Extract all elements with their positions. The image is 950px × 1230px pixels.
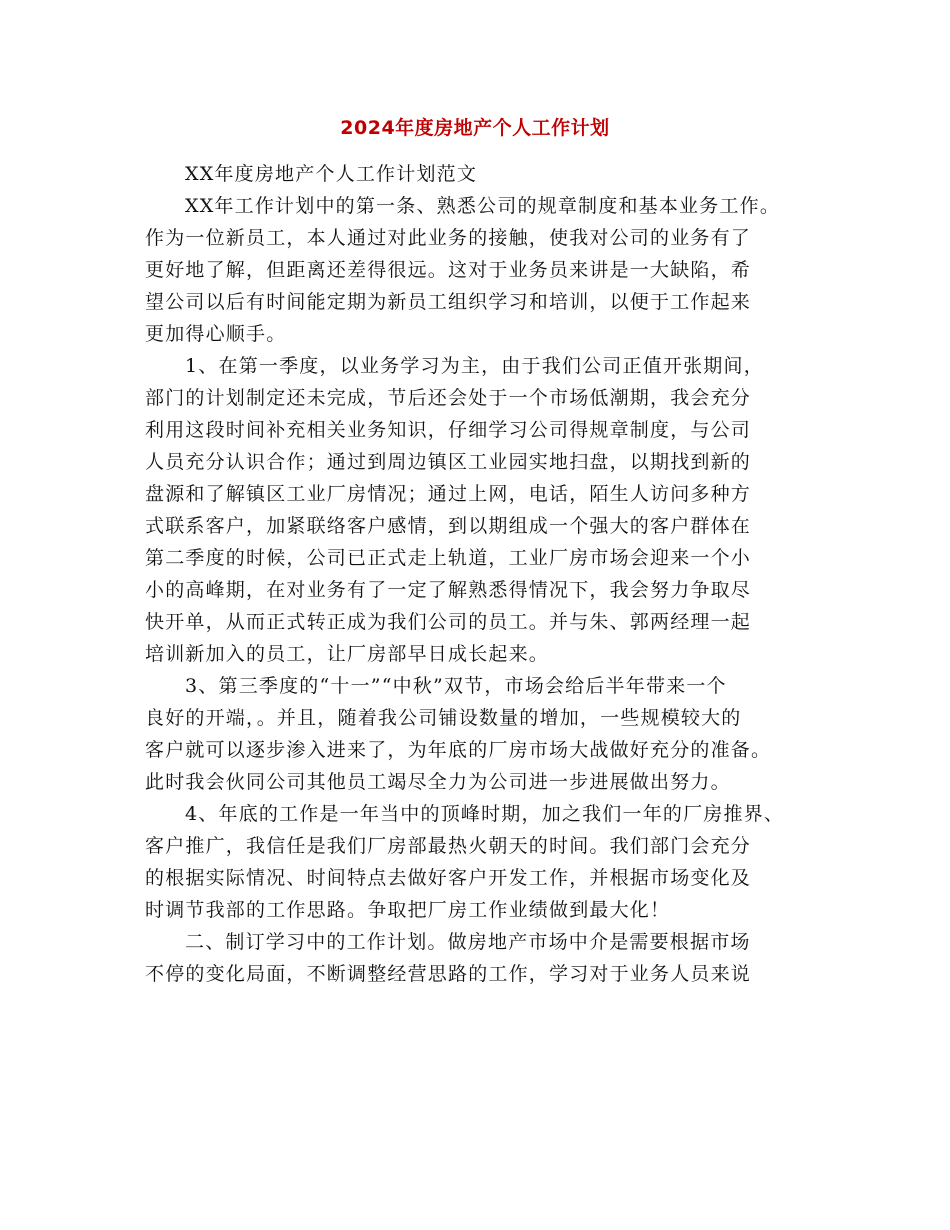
text-line: 此时我会伙同公司其他员工竭尽全力为公司进一步进展做出努力。 (145, 771, 731, 793)
text-line: 时调节我部的工作思路。争取把厂房工作业绩做到最大化！ (145, 899, 671, 921)
text-line: 良好的开端，。并且，随着我公司铺设数量的增加，一些规模较大的 (145, 707, 742, 729)
text-line: 望公司以后有时间能定期为新员工组织学习和培训，以便于工作起来 (145, 291, 752, 313)
text-line: 客户推广，我信任是我们厂房部最热火朝天的时间。我们部门会充分 (145, 835, 752, 857)
text-line: 3、第三季度的“十一”“中秋”双节，市场会给后半年带来一个 (185, 675, 727, 697)
document-body (145, 158, 825, 990)
text-line: 二、制订学习中的工作计划。做房地产市场中介是需要根据市场 (185, 931, 751, 953)
text-line: 作为一位新员工，本人通过对此业务的接触，使我对公司的业务有了 (145, 227, 752, 249)
text-line: 更好地了解，但距离还差得很远。这对于业务员来讲是一大缺陷，希 (145, 259, 752, 281)
text-line: 利用这段时间补充相关业务知识，仔细学习公司得规章制度，与公司 (145, 419, 752, 441)
text-line: 1、在第一季度，以业务学习为主，由于我们公司正值开张期间， (185, 355, 764, 377)
document-title: 2024年度房地产个人工作计划 (340, 117, 610, 139)
text-line: XX年度房地产个人工作计划范文 (185, 163, 478, 185)
text-line: 更加得心顺手。 (145, 323, 287, 345)
text-line: 盘源和了解镇区工业厂房情况；通过上网，电话，陌生人访问多种方 (145, 483, 752, 505)
text-line: 第二季度的时候，公司已正式走上轨道，工业厂房市场会迎来一个小 (145, 547, 752, 569)
text-line: 快开单，从而正式转正成为我们公司的员工。并与朱、郭两经理一起 (145, 611, 752, 633)
text-line: XX年工作计划中的第一条、熟悉公司的规章制度和基本业务工作。 (185, 195, 781, 217)
text-line: 客户就可以逐步渗入进来了，为年底的厂房市场大战做好充分的准备。 (145, 739, 772, 761)
text-line: 式联系客户，加紧联络客户感情，到以期组成一个强大的客户群体在 (145, 515, 752, 537)
text-line: 小的高峰期，在对业务有了一定了解熟悉得情况下，我会努力争取尽 (145, 579, 752, 601)
text-line: 人员充分认识合作；通过到周边镇区工业园实地扫盘，以期找到新的 (145, 451, 752, 473)
text-line: 不停的变化局面，不断调整经营思路的工作，学习对于业务人员来说 (145, 963, 752, 985)
text-line: 培训新加入的员工，让厂房部早日成长起来。 (145, 643, 550, 665)
text-line: 部门的计划制定还未完成，节后还会处于一个市场低潮期，我会充分 (145, 387, 752, 409)
text-line: 的根据实际情况、时间特点去做好客户开发工作，并根据市场变化及 (145, 867, 752, 889)
text-line: 4、年底的工作是一年当中的顶峰时期，加之我们一年的厂房推界、 (185, 803, 785, 825)
